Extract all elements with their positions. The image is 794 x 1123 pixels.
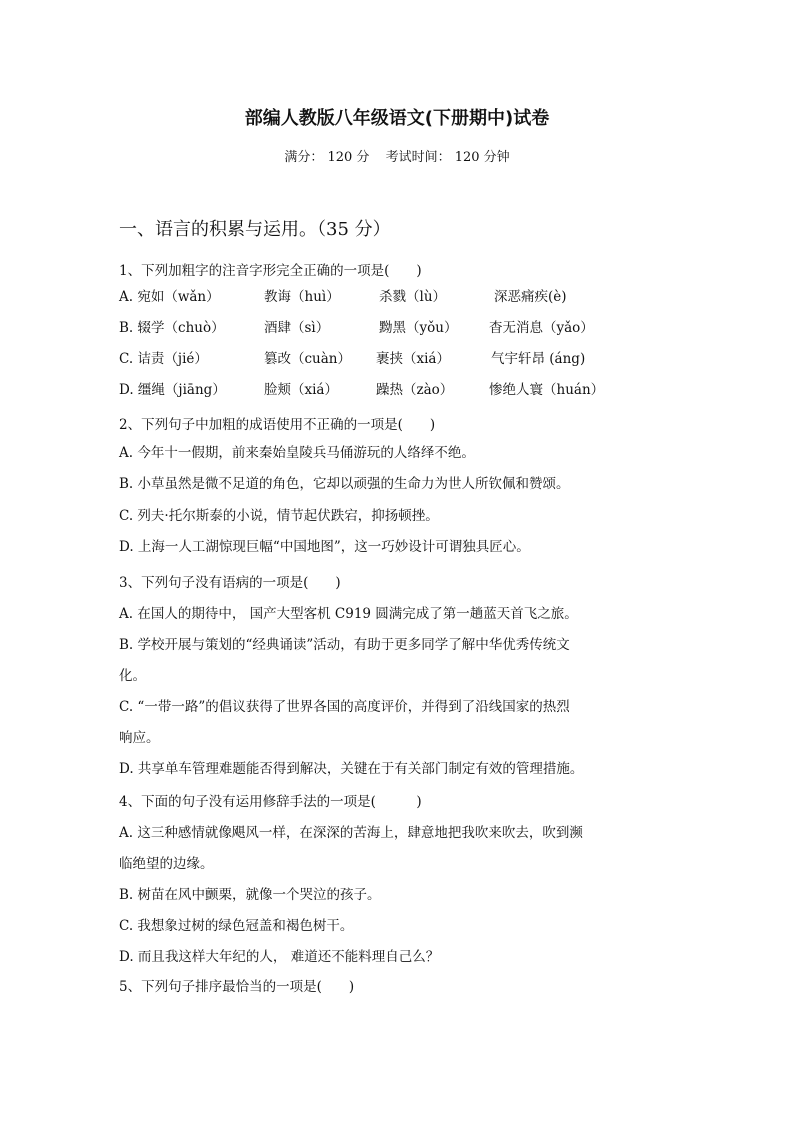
q1-row-b-3: 黝黑（yǒu） — [379, 320, 458, 336]
q1-row-b-2: 酒肆（sì） — [264, 320, 330, 336]
q1-row-a-3: 杀戮（lù） — [379, 289, 447, 305]
exam-meta — [0, 146, 794, 165]
exam-title: 部编人教版八年级语文(下册期中)试卷 — [244, 108, 550, 129]
q2-option-a: A. 今年十一假期，前来秦始皇陵兵马俑游玩的人络绎不绝。 — [119, 445, 475, 461]
q3-option-c-line2: 响应。 — [119, 730, 160, 746]
q1-row-a-1: A. 宛如（wǎn） — [119, 289, 220, 305]
q4-option-c: C. 我想象过树的绿色冠盖和褐色树干。 — [119, 918, 354, 934]
q4-option-a-line2: 临绝望的边缘。 — [119, 856, 214, 872]
section-heading: 一、语言的积累与运用。（35 分） — [119, 219, 391, 240]
question-3-stem: 3、下列句子没有语病的一项是( ) — [119, 575, 341, 591]
q1-row-c-3: 裹挟（xiá） — [376, 351, 450, 367]
q3-option-b-line2: 化。 — [119, 668, 146, 684]
q3-option-b-line1: B. 学校开展与策划的“经典诵读”活动，有助于更多同学了解中华优秀传统文 — [119, 637, 570, 653]
question-1-stem: 1、下列加粗字的注音字形完全正确的一项是( ) — [119, 263, 422, 279]
question-2-stem: 2、下列句子中加粗的成语使用不正确的一项是( ) — [119, 417, 436, 433]
q1-row-a-2: 教诲（huì） — [264, 289, 340, 305]
q2-option-d: D. 上海一人工湖惊现巨幅“中国地图”，这一巧妙设计可谓独具匠心。 — [119, 539, 530, 555]
q4-option-b: B. 树苗在风中颤栗，就像一个哭泣的孩子。 — [119, 887, 381, 903]
full-score: 满分： 120 分 — [284, 150, 370, 165]
q1-row-d-3: 躁热（zào） — [376, 382, 454, 398]
q1-row-d-4: 惨绝人寰（huán） — [489, 382, 605, 398]
q1-row-b-4: 杳无消息（yǎo） — [489, 320, 594, 336]
q2-option-b: B. 小草虽然是微不足道的角色，它却以顽强的生命力为世人所钦佩和赞颂。 — [119, 476, 570, 492]
q3-option-a: A. 在国人的期待中， 国产大型客机 C919 圆满完成了第一趟蓝天首飞之旅。 — [119, 606, 578, 622]
q3-option-d: D. 共享单车管理难题能否得到解决，关键在于有关部门制定有效的管理措施。 — [119, 761, 584, 777]
q1-row-c-1: C. 诘责（jié） — [119, 351, 208, 367]
q1-row-a-4: 深恶痛疾(è) — [494, 289, 567, 305]
q1-row-d-1: D. 缰绳（jiāng） — [119, 382, 226, 398]
q3-option-c-line1: C. “一带一路”的倡议获得了世界各国的高度评价，并得到了沿线国家的热烈 — [119, 699, 570, 715]
exam-time: 考试时间： 120 分钟 — [385, 150, 510, 165]
q1-row-c-4: 气宇轩昂 (áng) — [491, 351, 586, 367]
q4-option-a-line1: A. 这三种感情就像飓风一样，在深深的苦海上，肆意地把我吹来吹去，吹到濒 — [119, 825, 583, 841]
question-5-stem: 5、下列句子排序最恰当的一项是( ) — [119, 979, 355, 995]
q2-option-c: C. 列夫·托尔斯泰的小说，情节起伏跌宕，抑扬顿挫。 — [119, 508, 439, 524]
q1-row-d-2: 脸颊（xiá） — [264, 382, 338, 398]
question-4-stem: 4、下面的句子没有运用修辞手法的一项是( ) — [119, 794, 422, 810]
q4-option-d: D. 而且我这样大年纪的人， 难道还不能料理自己么？ — [119, 949, 440, 965]
q1-row-c-2: 篡改（cuàn） — [264, 351, 351, 367]
q1-row-b-1: B. 辍学（chuò） — [119, 320, 225, 336]
